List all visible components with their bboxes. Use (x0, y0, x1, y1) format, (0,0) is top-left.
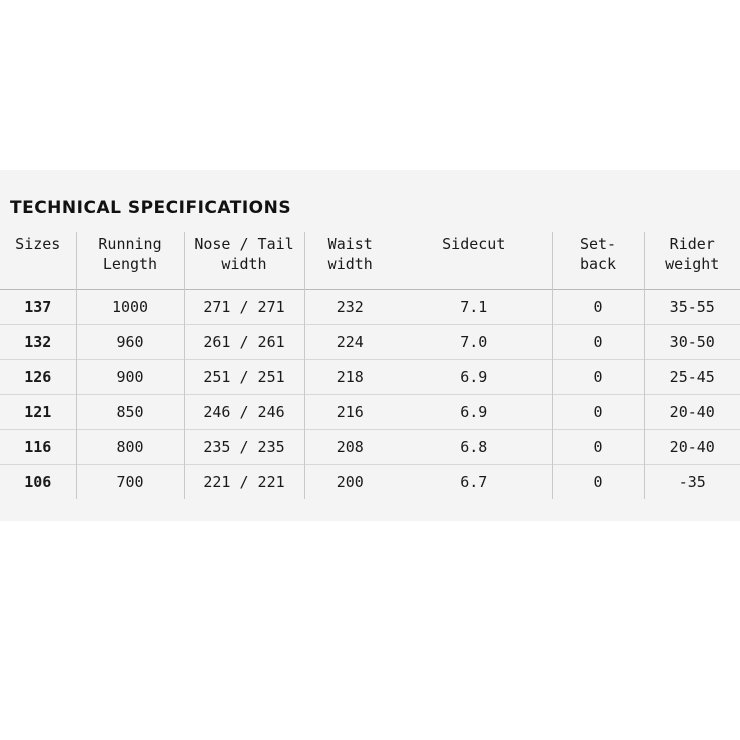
cell-waist-width: 232 (304, 289, 396, 324)
cell-nose-tail-width: 251 / 251 (184, 359, 304, 394)
cell-running-length: 1000 (76, 289, 184, 324)
column-header-rider-weight-line1: Rider (669, 235, 715, 253)
cell-sidecut: 7.1 (396, 289, 552, 324)
column-header-waist-width-line2: width (327, 255, 373, 274)
column-header-sizes-line1: Sizes (15, 235, 61, 253)
column-header-sidecut-line1: Sidecut (442, 235, 506, 253)
cell-setback: 0 (552, 429, 644, 464)
cell-running-length: 850 (76, 394, 184, 429)
table-row (0, 429, 740, 464)
cell-sidecut: 7.0 (396, 324, 552, 359)
cell-size: 126 (0, 359, 76, 394)
column-header-setback-line2: back (579, 255, 617, 274)
cell-size: 132 (0, 324, 76, 359)
cell-size: 137 (0, 289, 76, 324)
cell-size: 121 (0, 394, 76, 429)
cell-nose-tail-width: 235 / 235 (184, 429, 304, 464)
cell-running-length: 700 (76, 464, 184, 499)
technical-specifications-panel (0, 170, 740, 521)
table-row (0, 394, 740, 429)
column-header-running-length-line1: Running (98, 235, 162, 253)
cell-running-length: 800 (76, 429, 184, 464)
cell-waist-width: 208 (304, 429, 396, 464)
table-body (0, 289, 740, 499)
cell-rider-weight: 25-45 (644, 359, 740, 394)
cell-waist-width: 200 (304, 464, 396, 499)
column-header-sidecut (396, 232, 552, 289)
cell-rider-weight: 20-40 (644, 429, 740, 464)
cell-nose-tail-width: 271 / 271 (184, 289, 304, 324)
table-row (0, 289, 740, 324)
cell-setback: 0 (552, 359, 644, 394)
cell-running-length: 960 (76, 324, 184, 359)
cell-waist-width: 216 (304, 394, 396, 429)
spec-table-wrapper (0, 232, 740, 521)
cell-rider-weight: 35-55 (644, 289, 740, 324)
table-header (0, 232, 740, 289)
technical-specifications-table (0, 232, 740, 499)
column-header-running-length-line2: Length (102, 255, 158, 274)
column-header-waist-width (304, 232, 396, 289)
cell-nose-tail-width: 261 / 261 (184, 324, 304, 359)
cell-rider-weight: -35 (644, 464, 740, 499)
column-header-setback (552, 232, 644, 289)
column-header-waist-width-line1: Waist (327, 235, 373, 253)
cell-running-length: 900 (76, 359, 184, 394)
table-row (0, 324, 740, 359)
table-row (0, 359, 740, 394)
cell-rider-weight: 30-50 (644, 324, 740, 359)
cell-setback: 0 (552, 324, 644, 359)
cell-setback: 0 (552, 464, 644, 499)
cell-nose-tail-width: 221 / 221 (184, 464, 304, 499)
cell-nose-tail-width: 246 / 246 (184, 394, 304, 429)
column-header-rider-weight (644, 232, 740, 289)
cell-rider-weight: 20-40 (644, 394, 740, 429)
cell-waist-width: 218 (304, 359, 396, 394)
cell-sidecut: 6.7 (396, 464, 552, 499)
table-row (0, 464, 740, 499)
column-header-nose-tail-width-line2: width (221, 255, 267, 274)
cell-setback: 0 (552, 289, 644, 324)
cell-sidecut: 6.9 (396, 359, 552, 394)
cell-setback: 0 (552, 394, 644, 429)
column-header-nose-tail-width (184, 232, 304, 289)
table-header-row (0, 232, 740, 289)
column-header-rider-weight-line2: weight (665, 255, 720, 274)
cell-sidecut: 6.8 (396, 429, 552, 464)
column-header-setback-line1: Set- (579, 235, 617, 253)
cell-sidecut: 6.9 (396, 394, 552, 429)
column-header-running-length (76, 232, 184, 289)
column-header-nose-tail-width-line1: Nose / Tail (194, 235, 294, 253)
cell-size: 106 (0, 464, 76, 499)
cell-size: 116 (0, 429, 76, 464)
column-header-sizes (0, 232, 76, 289)
page-title: TECHNICAL SPECIFICATIONS (10, 198, 292, 218)
cell-waist-width: 224 (304, 324, 396, 359)
